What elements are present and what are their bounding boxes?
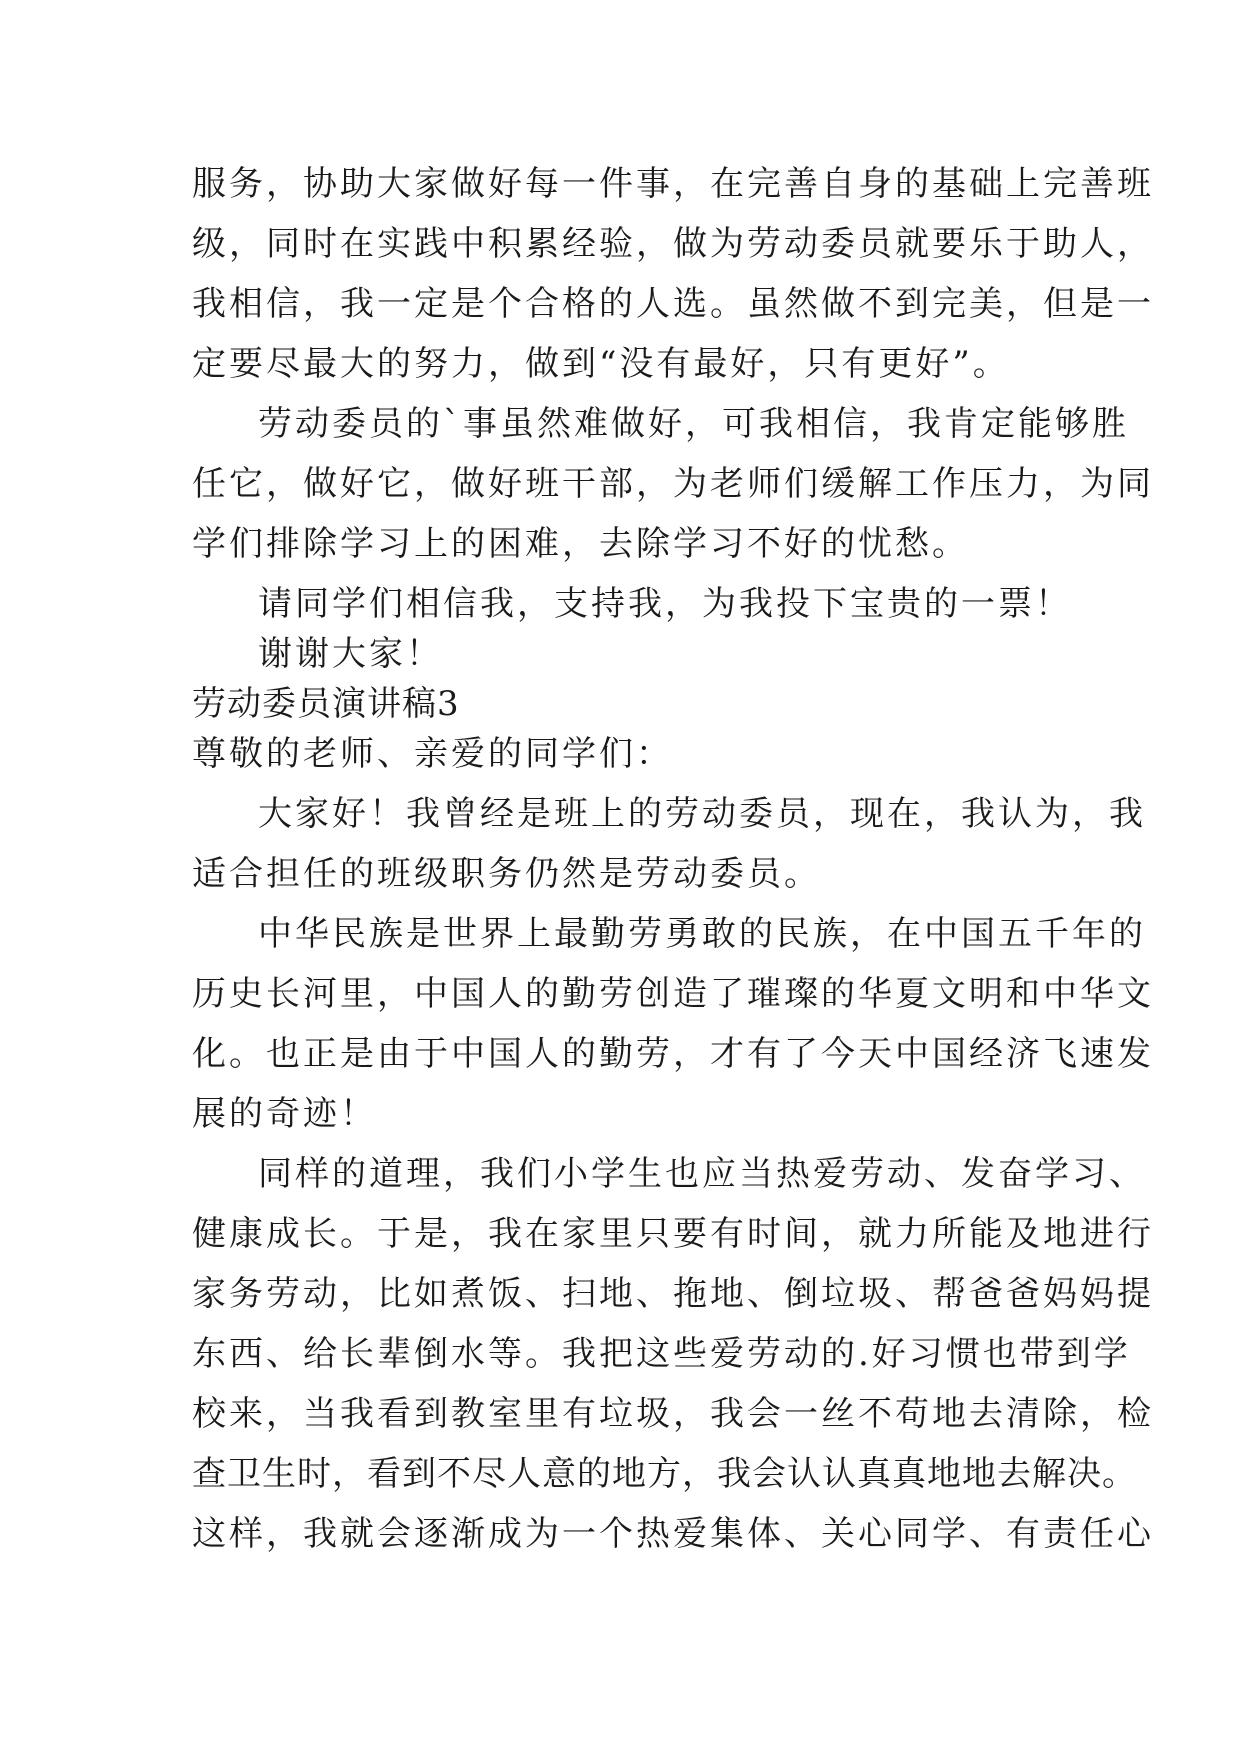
text-line: 适合担任的班级职务仍然是劳动委员。	[192, 854, 821, 894]
text-line: 校来，当我看到教室里有垃圾，我会一丝不苟地去清除，检	[192, 1394, 1154, 1434]
text-line: 级，同时在实践中积累经验，做为劳动委员就要乐于助人，	[192, 224, 1154, 264]
text-line: 历史长河里，中国人的勤劳创造了璀璨的华夏文明和中华文	[192, 974, 1154, 1014]
text-line: 中华民族是世界上最勤劳勇敢的民族，在中国五千年的	[258, 914, 1146, 954]
text-line: 请同学们相信我，支持我，为我投下宝贵的一票！	[258, 584, 1072, 624]
text-line: 查卫生时，看到不尽人意的地方，我会认认真真地地去解决。	[192, 1454, 1137, 1494]
text-line: 展的奇迹！	[192, 1094, 377, 1134]
text-line: 这样，我就会逐渐成为一个热爱集体、关心同学、有责任心	[192, 1514, 1154, 1554]
text-line: 东西、给长辈倒水等。我把这些爱劳动的.好习惯也带到学	[192, 1334, 1131, 1374]
text-line: 家务劳动，比如煮饭、扫地、拖地、倒垃圾、帮爸爸妈妈提	[192, 1274, 1154, 1314]
text-line: 同样的道理，我们小学生也应当热爱劳动、发奋学习、	[258, 1154, 1146, 1194]
text-line: 谢谢大家！	[258, 634, 443, 674]
text-line: 健康成长。于是，我在家里只要有时间，就力所能及地进行	[192, 1214, 1154, 1254]
text-line: 学们排除学习上的困难，去除学习不好的忧愁。	[192, 524, 969, 564]
text-line: 我相信，我一定是个合格的人选。虽然做不到完美，但是一	[192, 284, 1154, 324]
text-line: 任它，做好它，做好班干部，为老师们缓解工作压力，为同	[192, 464, 1154, 504]
section-heading: 劳动委员演讲稿3	[192, 684, 460, 724]
text-line: 劳动委员的`事虽然难做好，可我相信，我肯定能够胜	[258, 404, 1129, 444]
text-line: 定要尽最大的努力，做到“没有最好，只有更好”。	[192, 344, 1010, 384]
text-line: 化。也正是由于中国人的勤劳，才有了今天中国经济飞速发	[192, 1034, 1154, 1074]
salutation: 尊敬的老师、亲爱的同学们：	[192, 734, 673, 774]
text-line: 大家好！我曾经是班上的劳动委员，现在，我认为，我	[258, 794, 1146, 834]
text-line: 服务，协助大家做好每一件事，在完善自身的基础上完善班	[192, 164, 1154, 204]
